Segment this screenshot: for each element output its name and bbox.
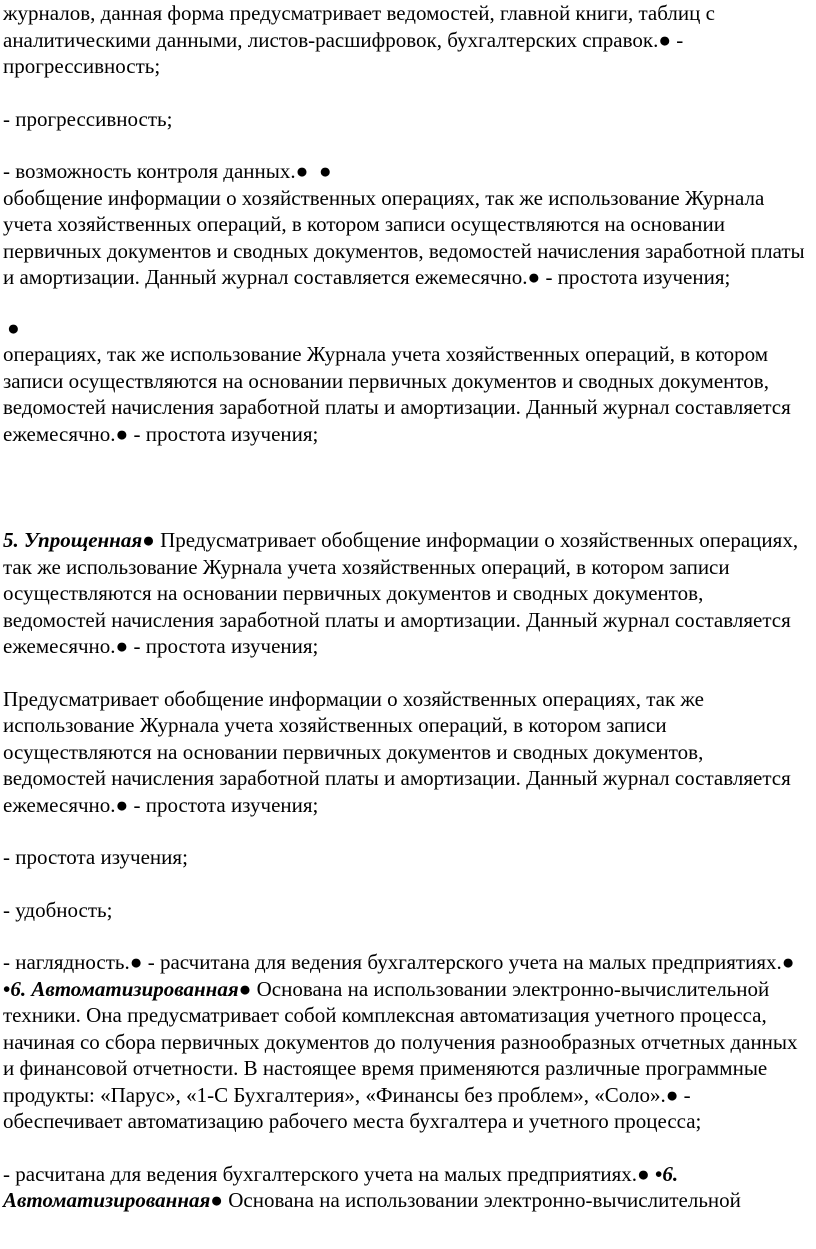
bullet-icon: ● <box>665 1082 679 1107</box>
bullet-icon: ● • <box>637 1161 663 1186</box>
section-heading: 5. Упрощенная <box>3 528 143 552</box>
paragraph-9: - простота изучения; <box>3 845 188 869</box>
bullet-icon: ● <box>210 1188 223 1212</box>
bullet-icon: ● ● <box>295 159 332 183</box>
section-heading: 6. Автоматизированная <box>3 1161 679 1212</box>
paragraph-5 <box>3 315 807 342</box>
paragraph-10: - удобность; <box>3 897 113 922</box>
bullet-icon: ● <box>115 792 129 817</box>
bullet-icon: ● <box>658 27 672 52</box>
bullet-icon: ● • <box>3 950 795 1001</box>
paragraph-12: - расчитана для ведения бухгалтерского учета на малых предприятиях.● •6. Автоматизированная● Основана на использовании электронно-вычислительной <box>3 1161 741 1212</box>
bullet-icon: ● <box>238 976 252 1001</box>
bullet-icon: ● <box>129 950 143 974</box>
bullet-icon: ● <box>527 265 541 289</box>
paragraph-2: - прогрессивность; <box>3 106 173 131</box>
paragraph-6: операциях, так же использование Журнала учета хозяйственных операций, в котором записи осуществляются на основании первичных документов и сводных документов, ведомостей начисления заработной платы и амортизации. Данный журнал составляется ежемесячно.● - простота изучения; <box>3 342 791 446</box>
paragraph-8: Предусматривает обобщение информации о хозяйственных операциях, так же использование Журнала учета хозяйственных операций, в котором записи осуществляются на основании первичных документов и сводных документов, ведомостей начисления заработной платы и амортизации. Данный журнал составляется ежемесячно.● - простота изучения; <box>3 686 791 817</box>
bullet-icon: ● <box>115 634 129 658</box>
paragraph-1: журналов, данная форма предусматривает ведомостей, главной книги, таблиц с аналитическими данными, листов-расшифровок, бухгалтерских справок.● - прогрессивность; <box>3 1 715 78</box>
paragraph-4: обобщение информации о хозяйственных операциях, так же использование Журнала учета хозяйственных операций, в котором записи осуществляются на основании первичных документов и сводных документов, ведомостей начисления заработной платы и амортизации. Данный журнал составляется ежемесячно.● - простота изучения; <box>3 185 805 289</box>
section-heading: 6. Автоматизированная <box>10 976 239 1001</box>
paragraph-11: - наглядность.● - расчитана для ведения бухгалтерского учета на малых предприятиях.● •6. Автоматизированная● Основана на использовании электронно-вычислительной техники. Она предусматривает собой комплексная автоматизация учетного процесса, начиная со сбора первичных документов до получения разнообразных отчетных данных и финансовой отчетности. В настоящее время применяются различные программные продукты: «Парус», «1-С Бухгалтерия», «Финансы без проблем», «Соло».● - обеспечивает автоматизацию рабочего места бухгалтера и учетного процесса; <box>3 950 798 1133</box>
bullet-icon: ● <box>7 315 20 340</box>
bullet-icon: ● <box>142 528 155 552</box>
bullet-icon: ● <box>115 421 129 446</box>
paragraph-3: - возможность контроля данных.● ● <box>3 159 332 183</box>
paragraph-7: 5. Упрощенная● Предусматривает обобщение информации о хозяйственных операциях, так же использование Журнала учета хозяйственных операций, в котором записи осуществляются на основании первичных документов и сводных документов, ведомостей начисления заработной платы и амортизации. Данный журнал составляется ежемесячно.● - простота изучения; <box>3 528 799 658</box>
